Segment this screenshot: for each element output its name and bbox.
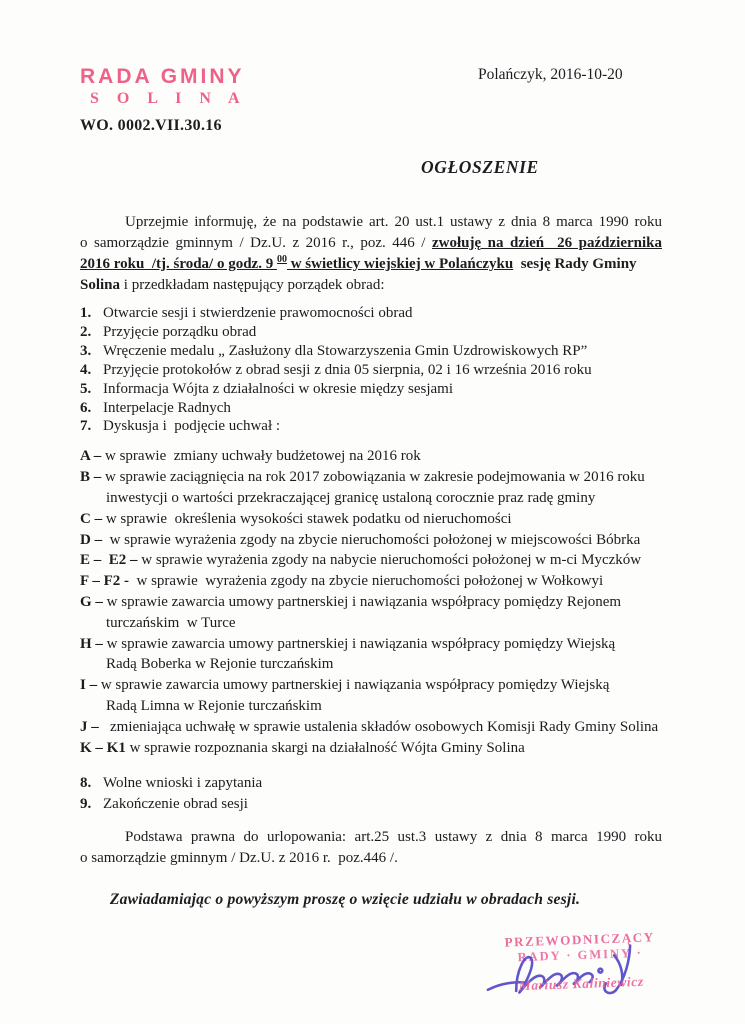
list-item-line (80, 467, 662, 488)
letterhead (80, 66, 662, 136)
list-item-letter: H – (80, 635, 103, 652)
list-item-letter: C – (80, 510, 103, 527)
stamp-title-line2: RADY · GMINY · (517, 945, 644, 965)
place-date: Polańczyk, 2016-10-20 (478, 66, 623, 83)
agenda-list-final (80, 773, 662, 815)
intro-line (80, 254, 662, 275)
list-item (80, 530, 662, 551)
legal-note (80, 827, 662, 869)
list-item-continuation: inwestycji o wartości przekraczającej granicę ustaloną corocznie praz radę gminy (106, 489, 596, 506)
list-item-letter: E – E2 – (80, 552, 138, 569)
list-item-letter: G – (80, 593, 103, 610)
list-item-text: Zakończenie obrad sesji (103, 796, 248, 813)
list-item (80, 675, 662, 717)
list-item (80, 738, 662, 759)
agenda-list-resolutions (80, 446, 662, 758)
superscript-text: 00 (276, 254, 287, 265)
stamp-title-line1: PRZEWODNICZĄCY (504, 929, 656, 950)
intro-line (80, 212, 662, 233)
org-name-line2: S O L I N A (90, 90, 247, 107)
list-item-text: Interpelacje Radnych (103, 399, 231, 416)
list-item-text: Przyjęcie porządku obrad (103, 323, 257, 340)
list-item-line (80, 446, 662, 467)
list-item-line (80, 530, 662, 551)
list-item-text: Informacja Wójta z działalności w okresie między sesjami (103, 380, 454, 397)
list-item-continuation: Radą Boberka w Rejonie turczańskim (106, 656, 334, 673)
list-item-letter: I – (80, 677, 98, 694)
list-item-line (80, 592, 662, 613)
list-item-line (80, 634, 662, 655)
list-item-text: w sprawie zmiany uchwały budżetowej na 2016 rok (101, 448, 421, 465)
list-item-letter: D – (80, 531, 103, 548)
list-item (80, 323, 662, 342)
text-segment: Solina (80, 277, 121, 293)
list-item-number: 1. (80, 305, 92, 321)
list-item (80, 304, 662, 323)
text-segment: zwołuję na dzień 26 października (431, 235, 662, 251)
list-item (80, 446, 662, 467)
list-item-number: 6. (80, 399, 92, 416)
title-row (80, 157, 662, 177)
list-item-letter: F – F2 - (80, 573, 130, 590)
list-item-number: 3. (80, 342, 92, 359)
text-segment: o samorządzie gminnym / Dz.U. z 2016 r., poz. 446 / (80, 235, 432, 251)
list-item-text: w sprawie zawarcia umowy partnerskiej i nawiązania współpracy pomiędzy Wiejską (97, 677, 610, 694)
list-item (80, 342, 662, 361)
list-item (80, 417, 662, 436)
list-item (80, 773, 662, 794)
list-item-number: 7. (80, 418, 92, 435)
list-item-continuation: Radą Limna w Rejonie turczańskim (106, 697, 322, 714)
list-item (80, 592, 662, 634)
list-item-number: 9. (80, 796, 92, 813)
intro-line (80, 275, 662, 296)
text-segment: w świetlicy wiejskiej w Polańczyku (286, 256, 514, 272)
list-item-text: w sprawie zawarcia umowy partnerskiej i nawiązania współpracy pomiędzy Wiejską (102, 635, 616, 652)
list-item-text: zmieniająca uchwałę w sprawie ustalenia składów osobowych Komisji Rady Gminy Solina (98, 718, 659, 735)
list-item (80, 634, 662, 676)
org-name-line1: RADA GMINY (80, 65, 245, 88)
list-item (80, 361, 662, 380)
list-item-number: 4. (80, 361, 92, 378)
stamp-name: Mariusz Kaliniewicz (518, 973, 644, 994)
list-item-text: w sprawie zaciągnięcia na rok 2017 zobowiązania w zakresie podejmowania w 2016 roku (101, 469, 645, 486)
list-item-text: Wręczenie medalu „ Zasłużony dla Stowarzyszenia Gmin Uzdrowiskowych RP” (103, 342, 588, 359)
list-item-text: Przyjęcie protokołów z obrad sesji z dnia 05 sierpnia, 02 i 16 września 2016 roku (103, 361, 592, 378)
page-title: OGŁOSZENIE (421, 157, 539, 177)
chairman-stamp (497, 930, 664, 997)
list-item-number: 2. (80, 323, 92, 340)
list-item-text: w sprawie wyrażenia zgody na nabycie nieruchomości położonej w m-ci Myczków (137, 552, 642, 569)
list-item-text: w sprawie zawarcia umowy partnerskiej i nawiązania współpracy pomiędzy Rejonem (102, 593, 622, 610)
list-item (80, 717, 662, 738)
list-item-line (80, 717, 662, 738)
legal-note-line: o samorządzie gminnym / Dz.U. z 2016 r. poz.446 /. (80, 850, 398, 867)
list-item-letter: J – (80, 718, 99, 735)
list-item-text: w sprawie wyrażenia zgody na zbycie nieruchomości położonej w miejscowości Bóbrka (102, 531, 641, 548)
agenda-list-main (80, 304, 662, 436)
legal-note-line: Podstawa prawna do urlopowania: art.25 ust.3 ustawy z dnia 8 marca 1990 roku (125, 829, 662, 846)
text-segment: Uprzejmie informuję, że na podstawie art. 20 ust.1 ustawy z dnia 8 marca 1990 roku (125, 214, 662, 230)
list-item (80, 571, 662, 592)
list-item-number: 8. (80, 775, 92, 792)
list-item-letter: B – (80, 469, 102, 486)
list-item-line (80, 571, 662, 592)
closing-row (80, 889, 662, 911)
text-segment: 2016 roku /tj. środa/ o godz. 9 (80, 256, 277, 272)
list-item-line (80, 550, 662, 571)
list-item-text: Dyskusja i podjęcie uchwał : (103, 418, 281, 435)
intro-paragraph (80, 212, 662, 296)
list-item-text: Otwarcie sesji i stwierdzenie prawomocności obrad (103, 305, 413, 321)
text-segment: i przedkładam następujący porządek obrad: (120, 277, 385, 293)
list-item (80, 467, 662, 509)
list-item-line (80, 509, 662, 530)
list-item-letter: A – (80, 448, 102, 465)
list-item-line (80, 738, 662, 759)
list-item-text: w sprawie wyrażenia zgody na zbycie nieruchomości położonej w Wołkowyi (129, 573, 604, 590)
list-item (80, 509, 662, 530)
list-item (80, 550, 662, 571)
text-segment: sesję Rady Gminy (513, 256, 637, 272)
list-item-text: w sprawie określenia wysokości stawek podatku od nieruchomości (102, 510, 512, 527)
closing-line: Zawiadamiając o powyższym proszę o wzięcie udziału w obradach sesji. (109, 891, 581, 909)
list-item (80, 399, 662, 418)
list-item-number: 5. (80, 380, 92, 397)
list-item-continuation: turczańskim w Turce (106, 614, 236, 631)
intro-line (80, 233, 662, 254)
list-item-text: Wolne wnioski i zapytania (103, 775, 263, 792)
reference-number: WO. 0002.VII.30.16 (80, 117, 222, 134)
list-item-line (80, 675, 662, 696)
list-item-text: w sprawie rozpoznania skargi na działalność Wójta Gminy Solina (125, 739, 525, 756)
list-item (80, 380, 662, 399)
list-item-letter: K – K1 (80, 739, 126, 756)
list-item (80, 794, 662, 815)
